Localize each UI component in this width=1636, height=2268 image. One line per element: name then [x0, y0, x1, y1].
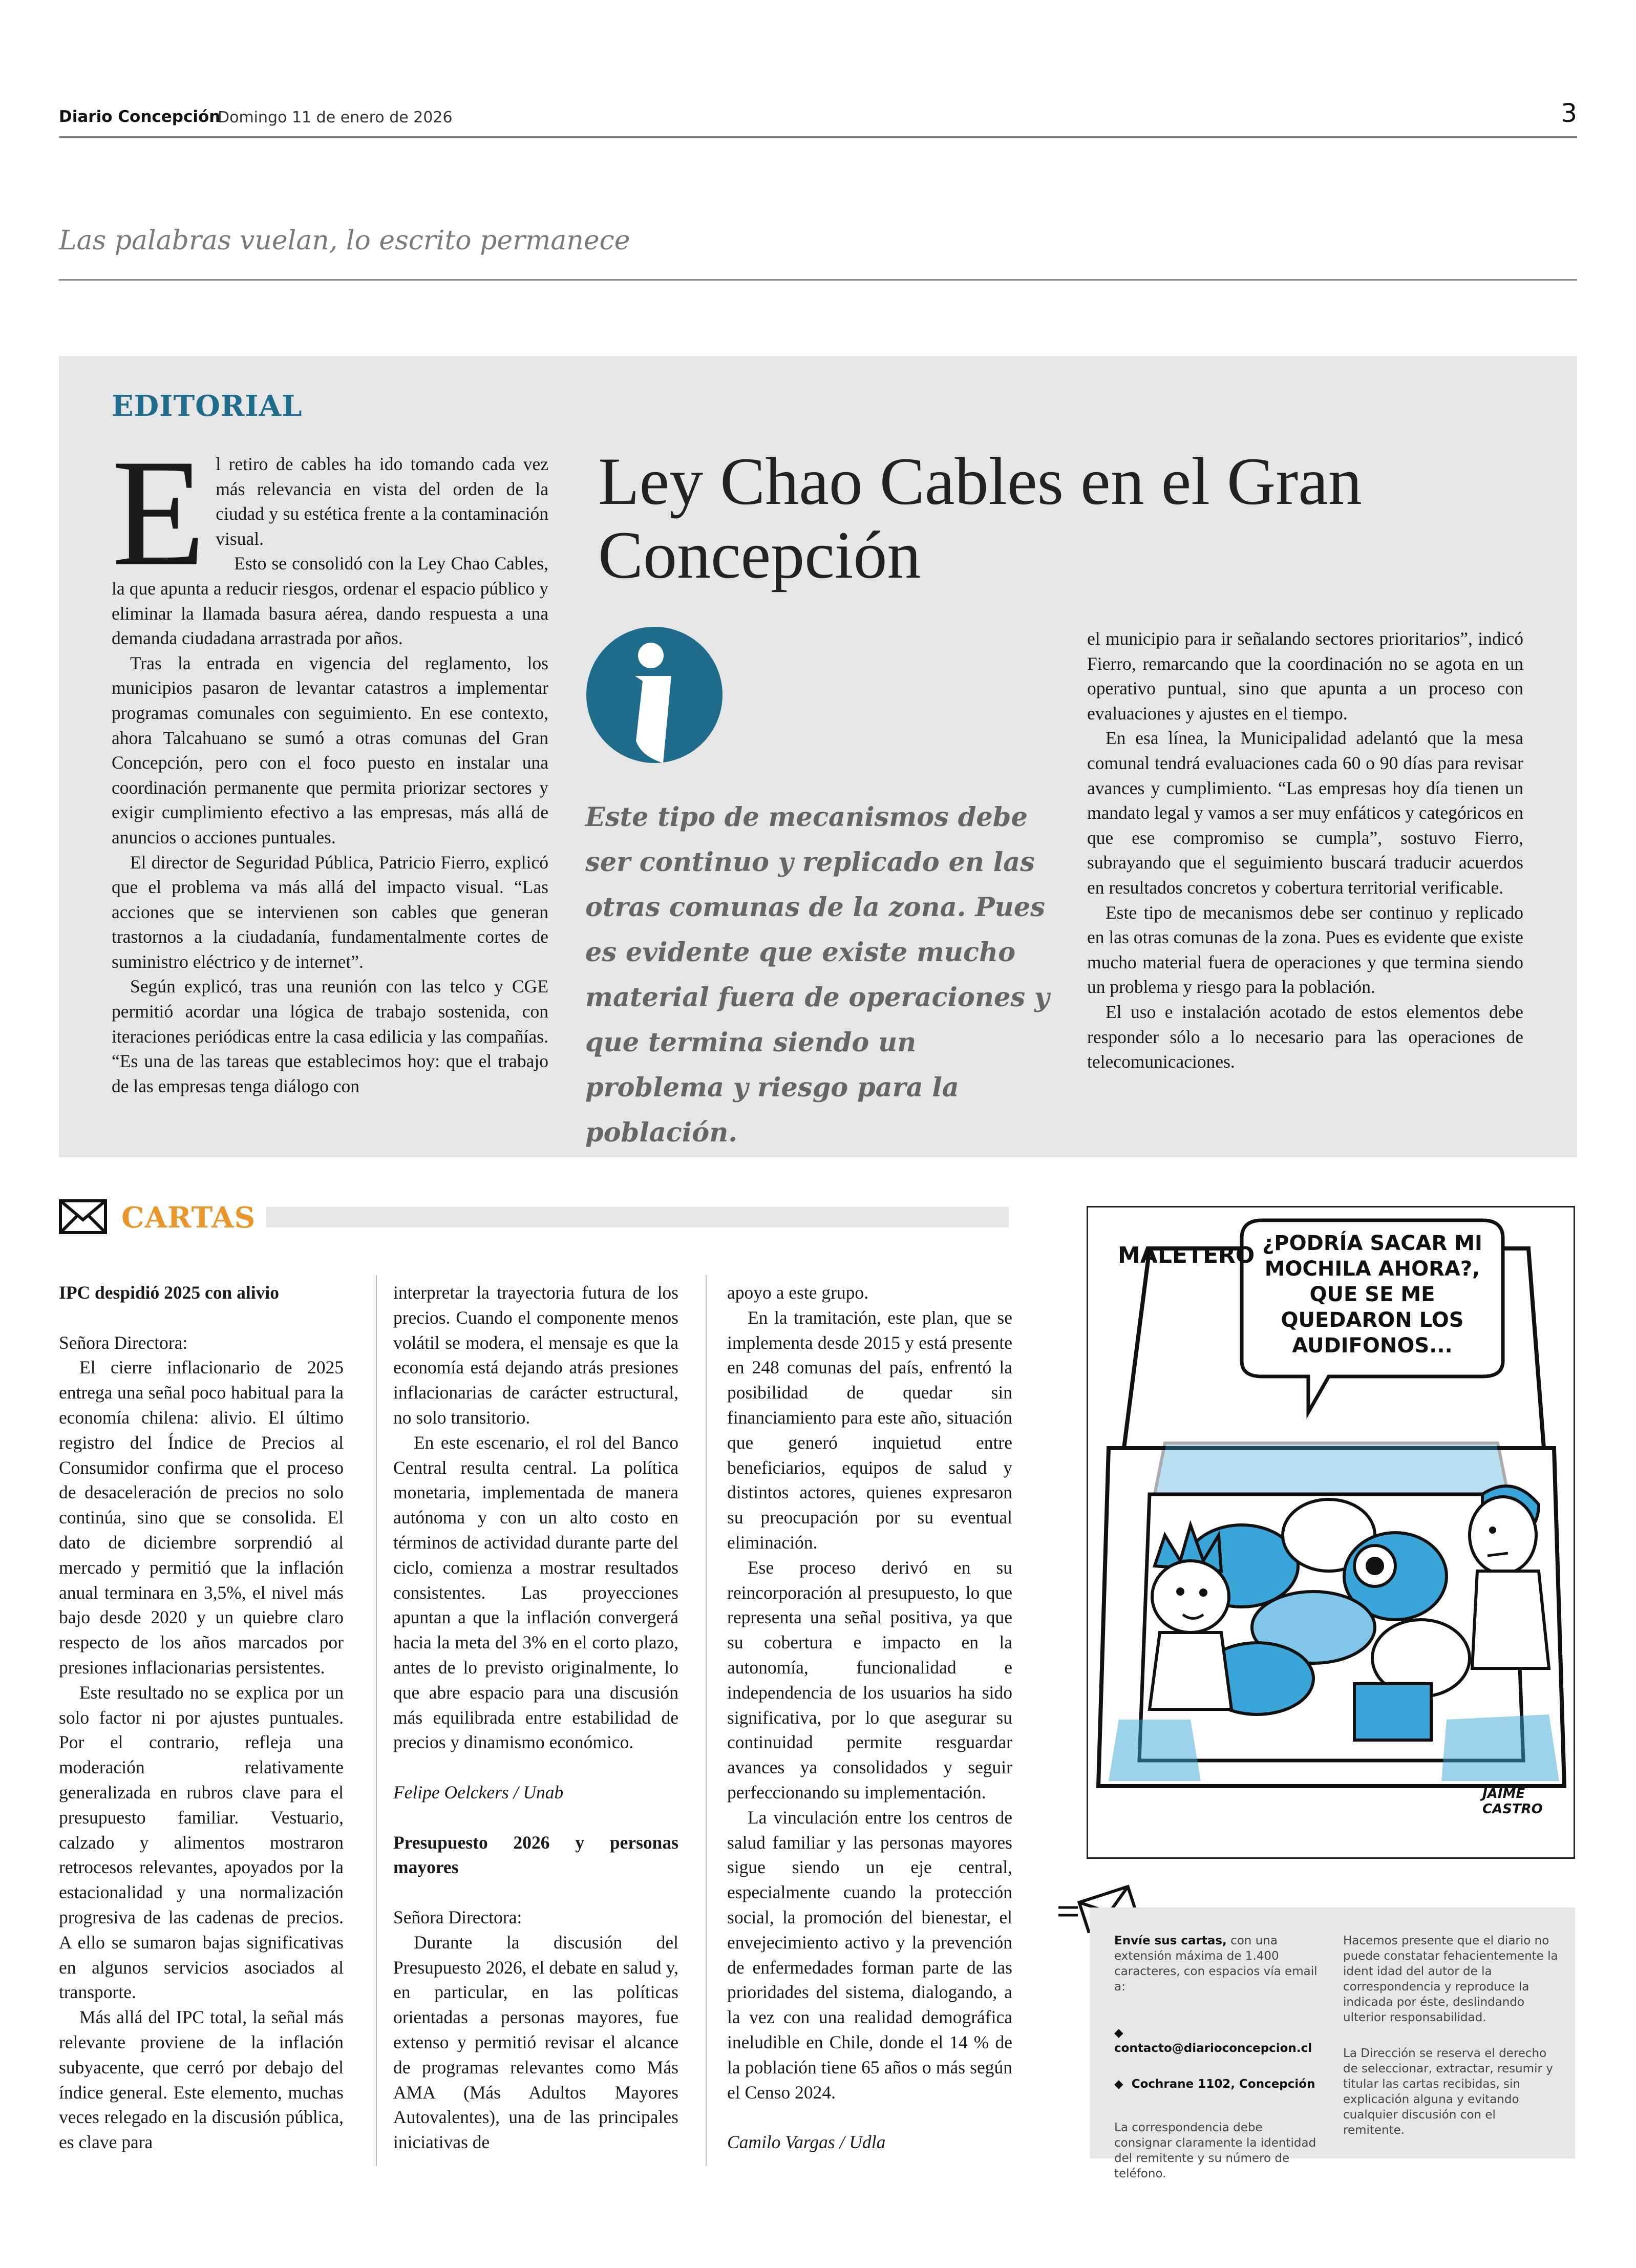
info-note: La Dirección se reserva el derecho de seleccionar, extractar, resumir y titular las cartas recibidas, sin explicación alguna y evitando cualquier discusión con el remitente.	[1343, 2047, 1553, 2137]
editorial-paragraph: El director de Seguridad Pública, Patricio Fierro, explicó que el problema va más allá del impacto visual. “Las acciones que se intervienen son cables que generan trastornos a la ciudadanía, fundamentalmente cortes de suministro eléctrico y de internet”.	[112, 852, 548, 972]
cartoon-panel	[1087, 1206, 1575, 1859]
editorial-paragraph: En esa línea, la Municipalidad adelantó que la mesa comunal tendrá evaluaciones cada 60 o 90 días para revisar avances y cumplimiento. “Las empresas hoy día tienen un mandato legal y vamos a ser muy enfáticos y categóricos en que ese compromiso se cumpla”, sostuvo Fierro, subrayando que el seguimiento buscará traducir acuerdos en resultados concretos y cobertura territorial verificable.	[1087, 728, 1523, 898]
page-header	[59, 98, 1577, 138]
letter-paragraph: Ese proceso derivó en su reincorporación al presupuesto, lo que representa una señal positiva, ya que su cobertura e impacto en la autonomía, funcionalidad e independencia de los usuarios ha sido significativa, por lo que asegurar su continuidad permite resguardar avances ya consolidados y seguir perfeccionando su implementación.	[727, 1557, 1012, 1803]
info-note: Hacemos presente que el diario no puede constatar fehacientemente la ident idad del autor de la correspondencia y reproduce la indicada por éste, deslindando ulterior responsabilidad.	[1343, 1934, 1558, 2024]
editorial-column-1	[112, 428, 548, 1098]
letter-salutation: Señora Directora:	[59, 1332, 188, 1353]
letter-paragraph: En la tramitación, este plan, que se implementa desde 2015 y está presente en 248 comunas del país, enfrentó la posibilidad de quedar sin financiamiento para este año, situación que generó inquietud entre beneficiarios, equipos de salud y distintos actores, quienes expresaron su preocupación por su eventual eliminación.	[727, 1307, 1012, 1553]
cartas-column-2	[393, 1280, 678, 2155]
diamond-icon: ◆	[1114, 2026, 1123, 2040]
motto-text: Las palabras vuelan, lo escrito permanece	[59, 225, 630, 256]
editorial-paragraph: l retiro de cables ha ido tomando cada vez más relevancia en vista del orden de la ciudad y su estética frente a la contaminación visual.	[216, 454, 548, 549]
issue-date: Domingo 11 de enero de 2026	[218, 109, 453, 126]
editorial-headline: Ley Chao Cables en el Gran Concepción	[598, 443, 1362, 592]
editorial-paragraph: Según explicó, tras una reunión con las telco y CGE permitió acordar una lógica de trabajo sostenida, con iteraciones periódicas entre la casa edilicia y las compañías. “Es una de las tareas que establecimos hoy: que el trabajo de las empresas tenga diálogo con	[112, 976, 548, 1096]
envelope-icon	[59, 1199, 108, 1235]
contact-email[interactable]: contacto@diarioconcepcion.cl	[1114, 2042, 1312, 2055]
page-number: 3	[1561, 98, 1577, 128]
letter-signature: Camilo Vargas / Udla	[727, 2132, 886, 2153]
info-icon	[585, 626, 724, 764]
cartoon-signature: JAIME CASTRO	[1482, 1786, 1543, 1817]
cartas-column-1	[59, 1280, 344, 2155]
editorial-paragraph: Tras la entrada en vigencia del reglamento, los municipios pasaron de levantar catastros a implementar programas comunales con seguimiento. En ese contexto, ahora Talcahuano se sumó a otras comunas del Gran Concepción, pero con el foco puesto en instalar una coordinación permanente que permita priorizar sectores y exigir cumplimiento efectivo a las empresas, más allá de anuncios o acciones puntuales.	[112, 652, 548, 847]
editorial-paragraph: el municipio para ir señalando sectores prioritarios”, indicó Fierro, remarcando que la coordinación no se agota en un operativo puntual, sino que apunta a un proceso con evaluaciones y ajustes en el tiempo.	[1087, 628, 1523, 724]
letter-paragraph: Más allá del IPC total, la señal más relevante proviene de la inflación subyacente, que cerró por debajo del índice general. Este elemento, muchas veces relegado en la discusión pública, es clave para	[59, 2007, 344, 2153]
letter-signature: Felipe Oelckers / Unab	[393, 1782, 564, 1803]
info-column-1	[1114, 1933, 1319, 2181]
cartas-column-3	[727, 1280, 1012, 2155]
column-divider	[376, 1275, 377, 2166]
letter-paragraph: La vinculación entre los centros de salud familiar y las personas mayores sigue siendo un eje central, especialmente cuando la protección social, la promoción del bienestar, el envejecimiento activo y la prevención de enfermedades forman parte de las prioridades del sistema, dialogando, a la vez con una realidad demográfica ineludible en Chile, donde el 14 % de la población tiene 65 años o más según el Censo 2024.	[727, 1807, 1012, 2103]
letter-paragraph: Durante la discusión del Presupuesto 2026, el debate en salud y, en particular, en las políticas orientadas a personas mayores, fue extenso y permitió revisar el alcance de programas relevantes como Más AMA (Más Adultos Mayores Autovalentes), una de las principales iniciativas de	[393, 1932, 678, 2153]
cartas-label: CARTAS	[121, 1201, 256, 1235]
newspaper-brand: Diario Concepción	[59, 108, 221, 126]
letter-salutation: Señora Directora:	[393, 1906, 522, 1927]
motto-bar	[59, 225, 1577, 281]
letter-title: IPC despidió 2025 con alivio	[59, 1282, 280, 1303]
editorial-paragraph: Este tipo de mecanismos debe ser continuo y replicado en las otras comunas de la zona. Pues es evidente que existe mucho material fuera de operaciones y que termina siendo un problema y riesgo para la población.	[1087, 902, 1523, 998]
editorial-paragraph: Esto se consolidó con la Ley Chao Cables, la que apunta a reducir riesgos, ordenar el espacio público y eliminar la llamada basura aérea, dando respuesta a una demanda ciudadana arrastrada por años.	[112, 553, 548, 649]
cartoon-speech: ¿PODRÍA SACAR MI MOCHILA AHORA?, QUE SE ME QUEDARON LOS AUDIFONOS...	[1262, 1232, 1482, 1358]
editorial-paragraph: El uso e instalación acotado de estos elementos debe responder sólo a lo necesario para las operaciones de telecomunicaciones.	[1087, 1001, 1523, 1072]
diamond-icon: ◆	[1114, 2078, 1123, 2091]
editorial-label: EDITORIAL	[112, 389, 303, 423]
editorial-column-3	[1087, 626, 1523, 1074]
drop-cap: E	[112, 428, 206, 598]
info-note: La correspondencia debe consignar claramente la identidad del remitente y su número de teléfono.	[1114, 2121, 1316, 2180]
column-divider	[706, 1275, 707, 2166]
letter-paragraph: En este escenario, el rol del Banco Central resulta central. La política monetaria, implementada de manera autónoma y con un alto costo en términos de actividad durante parte del ciclo, comienza a mostrar resultados consistentes. Las proyecciones apuntan a que la inflación convergerá hacia la meta del 3% en el corto plazo, antes de lo previsto originalmente, lo que abre espacio para una discusión más equilibrada entre estabilidad de precios y dinamismo económico.	[393, 1432, 678, 1753]
editorial-pull-quote: Este tipo de mecanismos debe ser continuo y replicado en las otras comunas de la zona. Pues es evidente que existe mucho material fuera de operaciones y que termina siendo un problema y riesgo para la población.	[585, 802, 1050, 1148]
info-column-2	[1343, 1933, 1561, 2138]
letters-info-box	[1090, 1907, 1575, 2180]
send-letters-bold: Envíe sus cartas,	[1114, 1934, 1227, 1947]
letter-paragraph: interpretar la trayectoria futura de los precios. Cuando el componente menos volátil se modera, el mensaje es que la economía está dejando atrás presiones inflacionarias de carácter estructural, no solo transitorio.	[393, 1282, 678, 1428]
letter-paragraph: apoyo a este grupo.	[727, 1282, 869, 1303]
cartoon-label: MALETERO	[1118, 1242, 1255, 1268]
contact-address: Cochrane 1102, Concepción	[1131, 2078, 1315, 2091]
letter-paragraph: El cierre inflacionario de 2025 entrega una señal poco habitual para la economía chilena: alivio. El último registro del Índice de Precios al Consumidor confirma que el proceso de desaceleración de precios no solo continúa, sino que se consolida. El dato de diciembre sorprendió al mercado y permitió que la inflación anual terminara en 3,5%, el nivel más bajo desde 2020 y un quiebre claro respecto de los años marcados por presiones inflacionarias persistentes.	[59, 1357, 344, 1678]
send-letters-text: con una extensión máxima de 1.400 caracteres, con espacios vía email a:	[1114, 1934, 1318, 1994]
cartas-header-bar	[266, 1207, 1009, 1227]
letter-paragraph: Este resultado no se explica por un solo factor ni por ajustes puntuales. Por el contrario, refleja una moderación relativamente generalizada en rubros clave para el presupuesto familiar. Vestuario, calzado y alimentos mostraron retrocesos relevantes, apoyados por la estacionalidad y una normalización progresiva de las cadenas de precios. A ello se sumaron bajas significativas en algunos servicios asociados al transporte.	[59, 1682, 344, 2003]
letter-title: Presupuesto 2026 y personas mayores	[393, 1832, 678, 1878]
